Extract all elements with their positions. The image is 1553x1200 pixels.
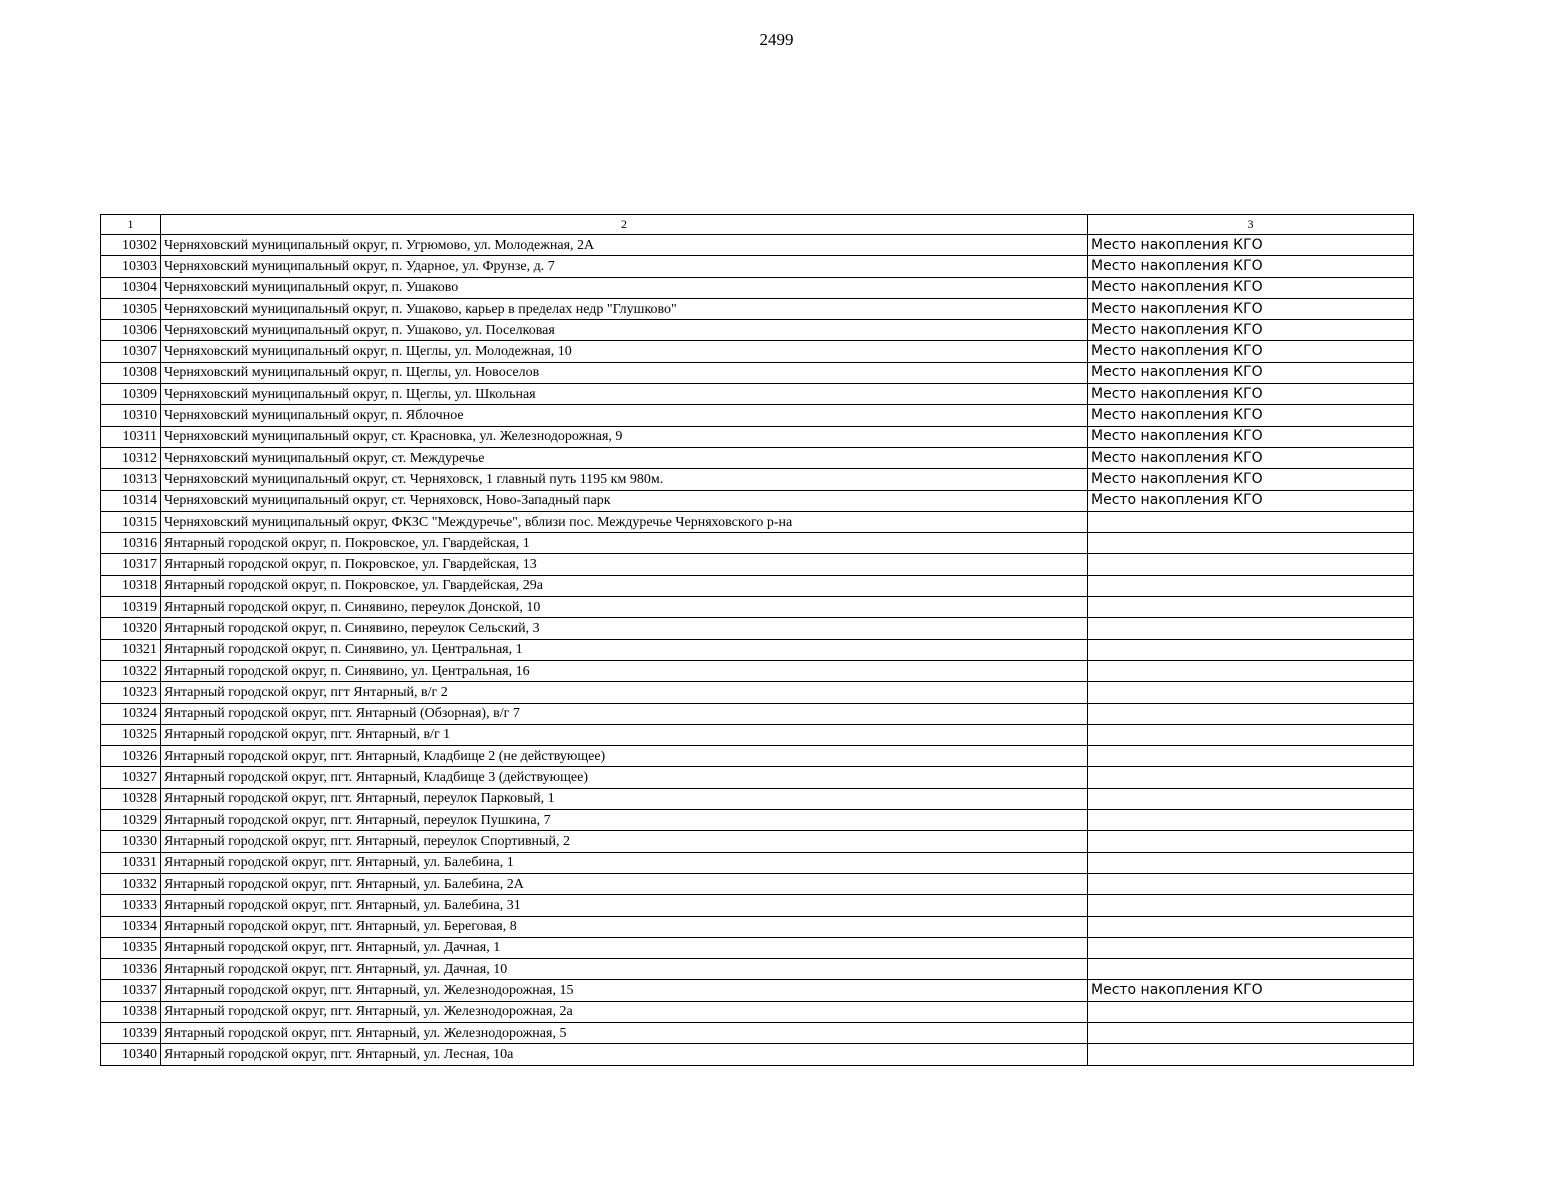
row-number: 10304 <box>101 277 161 298</box>
row-address: Янтарный городской округ, п. Покровское, ул. Гвардейская, 13 <box>161 554 1088 575</box>
column-number-3: 3 <box>1088 215 1414 235</box>
page-number: 2499 <box>759 30 794 49</box>
row-address: Янтарный городской округ, пгт. Янтарный, ул. Лесная, 10а <box>161 1044 1088 1065</box>
row-address: Янтарный городской округ, пгт. Янтарный, в/г 1 <box>161 724 1088 745</box>
table-row <box>101 831 1414 852</box>
row-type: Место накопления КГО <box>1088 256 1414 277</box>
row-number: 10339 <box>101 1022 161 1043</box>
table-row <box>101 597 1414 618</box>
table-row <box>101 533 1414 554</box>
table-row <box>101 235 1414 256</box>
row-number: 10320 <box>101 618 161 639</box>
row-number: 10313 <box>101 469 161 490</box>
row-address: Черняховский муниципальный округ, п. Яблочное <box>161 405 1088 426</box>
table-row <box>101 341 1414 362</box>
row-address: Янтарный городской округ, п. Синявино, ул. Центральная, 16 <box>161 660 1088 681</box>
row-address: Черняховский муниципальный округ, ст. Черняховск, Ново-Западный парк <box>161 490 1088 511</box>
table-row <box>101 362 1414 383</box>
row-number: 10302 <box>101 235 161 256</box>
table-row <box>101 959 1414 980</box>
row-type: Место накопления КГО <box>1088 469 1414 490</box>
row-address: Янтарный городской округ, пгт. Янтарный, ул. Дачная, 1 <box>161 937 1088 958</box>
table-row <box>101 682 1414 703</box>
row-number: 10315 <box>101 511 161 532</box>
row-number: 10340 <box>101 1044 161 1065</box>
row-address: Черняховский муниципальный округ, п. Щеглы, ул. Новоселов <box>161 362 1088 383</box>
row-number: 10329 <box>101 810 161 831</box>
row-number: 10306 <box>101 320 161 341</box>
row-number: 10335 <box>101 937 161 958</box>
row-type <box>1088 810 1414 831</box>
row-number: 10305 <box>101 298 161 319</box>
table-row <box>101 1022 1414 1043</box>
table-row <box>101 873 1414 894</box>
row-type <box>1088 660 1414 681</box>
row-type <box>1088 554 1414 575</box>
row-number: 10330 <box>101 831 161 852</box>
row-number: 10325 <box>101 724 161 745</box>
row-type: Место накопления КГО <box>1088 362 1414 383</box>
row-type: Место накопления КГО <box>1088 320 1414 341</box>
row-address: Черняховский муниципальный округ, п. Щеглы, ул. Молодежная, 10 <box>161 341 1088 362</box>
row-number: 10326 <box>101 746 161 767</box>
row-number: 10317 <box>101 554 161 575</box>
table-row <box>101 788 1414 809</box>
row-number: 10303 <box>101 256 161 277</box>
row-type <box>1088 639 1414 660</box>
column-number-row <box>101 215 1414 235</box>
row-type <box>1088 895 1414 916</box>
row-number: 10311 <box>101 426 161 447</box>
row-type <box>1088 746 1414 767</box>
row-type: Место накопления КГО <box>1088 490 1414 511</box>
row-address: Янтарный городской округ, п. Синявино, переулок Сельский, 3 <box>161 618 1088 639</box>
row-address: Янтарный городской округ, пгт. Янтарный (Обзорная), в/г 7 <box>161 703 1088 724</box>
table-row <box>101 1001 1414 1022</box>
column-number-1: 1 <box>101 215 161 235</box>
row-type <box>1088 533 1414 554</box>
table-row <box>101 320 1414 341</box>
row-address: Янтарный городской округ, пгт. Янтарный, ул. Дачная, 10 <box>161 959 1088 980</box>
table-row <box>101 1044 1414 1065</box>
row-type <box>1088 937 1414 958</box>
row-address: Янтарный городской округ, пгт. Янтарный, ул. Береговая, 8 <box>161 916 1088 937</box>
table-row <box>101 298 1414 319</box>
column-number-2: 2 <box>161 215 1088 235</box>
table-row <box>101 618 1414 639</box>
row-type: Место накопления КГО <box>1088 447 1414 468</box>
row-number: 10333 <box>101 895 161 916</box>
row-type <box>1088 1022 1414 1043</box>
row-address: Янтарный городской округ, п. Синявино, переулок Донской, 10 <box>161 597 1088 618</box>
row-address: Черняховский муниципальный округ, п. Ушаково <box>161 277 1088 298</box>
row-address: Янтарный городской округ, пгт. Янтарный, ул. Железнодорожная, 15 <box>161 980 1088 1001</box>
row-address: Янтарный городской округ, пгт. Янтарный, переулок Пушкина, 7 <box>161 810 1088 831</box>
row-number: 10319 <box>101 597 161 618</box>
table-row <box>101 277 1414 298</box>
row-address: Черняховский муниципальный округ, ФКЗС "Междуречье", вблизи пос. Междуречье Черняховского р-на <box>161 511 1088 532</box>
table-row <box>101 384 1414 405</box>
row-number: 10314 <box>101 490 161 511</box>
table-row <box>101 852 1414 873</box>
row-address: Янтарный городской округ, п. Синявино, ул. Центральная, 1 <box>161 639 1088 660</box>
row-number: 10309 <box>101 384 161 405</box>
row-type: Место накопления КГО <box>1088 980 1414 1001</box>
table-row <box>101 937 1414 958</box>
row-address: Черняховский муниципальный округ, ст. Черняховск, 1 главный путь 1195 км 980м. <box>161 469 1088 490</box>
row-type <box>1088 852 1414 873</box>
table-row <box>101 447 1414 468</box>
row-type <box>1088 1044 1414 1065</box>
row-type <box>1088 873 1414 894</box>
row-number: 10334 <box>101 916 161 937</box>
row-number: 10308 <box>101 362 161 383</box>
row-number: 10336 <box>101 959 161 980</box>
row-number: 10316 <box>101 533 161 554</box>
row-number: 10324 <box>101 703 161 724</box>
table-row <box>101 639 1414 660</box>
table-row <box>101 746 1414 767</box>
row-number: 10327 <box>101 767 161 788</box>
row-type <box>1088 511 1414 532</box>
table-row <box>101 469 1414 490</box>
table-row <box>101 916 1414 937</box>
row-type: Место накопления КГО <box>1088 298 1414 319</box>
row-address: Черняховский муниципальный округ, п. Щеглы, ул. Школьная <box>161 384 1088 405</box>
row-address: Черняховский муниципальный округ, ст. Красновка, ул. Железнодорожная, 9 <box>161 426 1088 447</box>
table-row <box>101 405 1414 426</box>
row-type <box>1088 788 1414 809</box>
row-type <box>1088 1001 1414 1022</box>
table-row <box>101 511 1414 532</box>
row-type <box>1088 618 1414 639</box>
row-type: Место накопления КГО <box>1088 235 1414 256</box>
row-type: Место накопления КГО <box>1088 341 1414 362</box>
row-number: 10332 <box>101 873 161 894</box>
row-address: Янтарный городской округ, пгт Янтарный, в/г 2 <box>161 682 1088 703</box>
row-number: 10323 <box>101 682 161 703</box>
table-row <box>101 256 1414 277</box>
row-address: Янтарный городской округ, пгт. Янтарный, переулок Спортивный, 2 <box>161 831 1088 852</box>
table-row <box>101 724 1414 745</box>
row-type: Место накопления КГО <box>1088 277 1414 298</box>
row-type <box>1088 597 1414 618</box>
table-row <box>101 575 1414 596</box>
row-number: 10337 <box>101 980 161 1001</box>
row-type <box>1088 959 1414 980</box>
row-address: Янтарный городской округ, пгт. Янтарный, ул. Железнодорожная, 5 <box>161 1022 1088 1043</box>
row-type <box>1088 703 1414 724</box>
row-number: 10338 <box>101 1001 161 1022</box>
row-type: Место накопления КГО <box>1088 384 1414 405</box>
row-number: 10328 <box>101 788 161 809</box>
row-number: 10321 <box>101 639 161 660</box>
row-address: Янтарный городской округ, пгт. Янтарный, ул. Балебина, 2А <box>161 873 1088 894</box>
table-row <box>101 895 1414 916</box>
row-address: Черняховский муниципальный округ, п. Ударное, ул. Фрунзе, д. 7 <box>161 256 1088 277</box>
row-address: Янтарный городской округ, пгт. Янтарный, переулок Парковый, 1 <box>161 788 1088 809</box>
row-address: Черняховский муниципальный округ, п. Ушаково, ул. Поселковая <box>161 320 1088 341</box>
row-number: 10310 <box>101 405 161 426</box>
table-row <box>101 554 1414 575</box>
row-address: Янтарный городской округ, п. Покровское, ул. Гвардейская, 1 <box>161 533 1088 554</box>
row-address: Черняховский муниципальный округ, п. Ушаково, карьер в пределах недр "Глушково" <box>161 298 1088 319</box>
row-address: Янтарный городской округ, пгт. Янтарный, ул. Балебина, 1 <box>161 852 1088 873</box>
row-type <box>1088 767 1414 788</box>
table-row <box>101 980 1414 1001</box>
registry-table-body <box>101 215 1414 1066</box>
row-type <box>1088 916 1414 937</box>
row-type <box>1088 575 1414 596</box>
row-type: Место накопления КГО <box>1088 405 1414 426</box>
row-type: Место накопления КГО <box>1088 426 1414 447</box>
row-number: 10307 <box>101 341 161 362</box>
table-row <box>101 810 1414 831</box>
row-number: 10312 <box>101 447 161 468</box>
table-row <box>101 490 1414 511</box>
table-row <box>101 767 1414 788</box>
row-type <box>1088 682 1414 703</box>
row-address: Янтарный городской округ, пгт. Янтарный, Кладбище 3 (действующее) <box>161 767 1088 788</box>
registry-table <box>100 214 1414 1066</box>
table-row <box>101 703 1414 724</box>
row-type <box>1088 724 1414 745</box>
table-row <box>101 426 1414 447</box>
row-address: Янтарный городской округ, п. Покровское, ул. Гвардейская, 29а <box>161 575 1088 596</box>
row-type <box>1088 831 1414 852</box>
row-address: Черняховский муниципальный округ, п. Угрюмово, ул. Молодежная, 2А <box>161 235 1088 256</box>
row-address: Янтарный городской округ, пгт. Янтарный, ул. Железнодорожная, 2а <box>161 1001 1088 1022</box>
row-number: 10322 <box>101 660 161 681</box>
table-row <box>101 660 1414 681</box>
row-number: 10318 <box>101 575 161 596</box>
row-address: Янтарный городской округ, пгт. Янтарный, Кладбище 2 (не действующее) <box>161 746 1088 767</box>
row-address: Янтарный городской округ, пгт. Янтарный, ул. Балебина, 31 <box>161 895 1088 916</box>
row-address: Черняховский муниципальный округ, ст. Междуречье <box>161 447 1088 468</box>
row-number: 10331 <box>101 852 161 873</box>
